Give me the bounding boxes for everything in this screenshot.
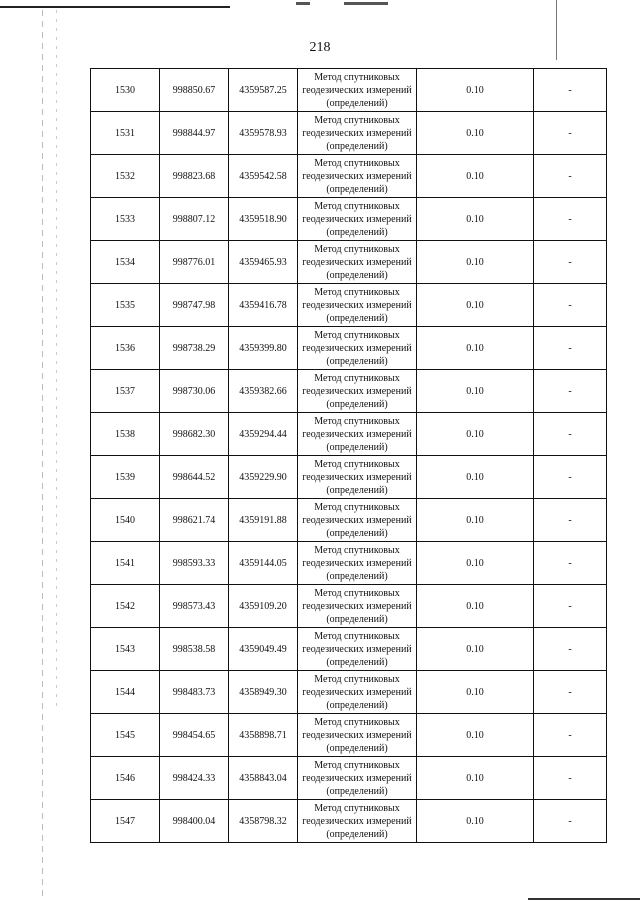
table-row xyxy=(91,327,607,370)
x-coordinate-cell: 998593.33 xyxy=(160,542,229,585)
method-cell xyxy=(298,155,417,198)
point-number-cell: 1530 xyxy=(91,69,160,112)
accuracy-cell: 0.10 xyxy=(417,499,534,542)
method-line: Метод спутниковых xyxy=(314,501,400,513)
accuracy-cell: 0.10 xyxy=(417,69,534,112)
method-line: Метод спутниковых xyxy=(314,157,400,169)
method-line: (определений) xyxy=(326,527,388,539)
y-coordinate-cell: 4359416.78 xyxy=(229,284,298,327)
table-row xyxy=(91,155,607,198)
scan-top-rule xyxy=(0,6,230,8)
accuracy-cell: 0.10 xyxy=(417,370,534,413)
method-line: Метод спутниковых xyxy=(314,458,400,470)
method-cell xyxy=(298,198,417,241)
table-row xyxy=(91,198,607,241)
note-cell: - xyxy=(534,69,607,112)
scan-artifact xyxy=(344,2,388,5)
point-number-cell: 1538 xyxy=(91,413,160,456)
y-coordinate-cell: 4359294.44 xyxy=(229,413,298,456)
point-number-cell: 1541 xyxy=(91,542,160,585)
point-number-cell: 1537 xyxy=(91,370,160,413)
method-line: (определений) xyxy=(326,398,388,410)
y-coordinate-cell: 4359542.58 xyxy=(229,155,298,198)
method-line: (определений) xyxy=(326,355,388,367)
method-line: геодезических измерений xyxy=(302,170,412,182)
method-cell xyxy=(298,241,417,284)
method-line: Метод спутниковых xyxy=(314,630,400,642)
y-coordinate-cell: 4359049.49 xyxy=(229,628,298,671)
method-cell xyxy=(298,671,417,714)
y-coordinate-cell: 4358898.71 xyxy=(229,714,298,757)
accuracy-cell: 0.10 xyxy=(417,671,534,714)
method-line: Метод спутниковых xyxy=(314,243,400,255)
scan-left-margin-rule xyxy=(56,10,57,710)
y-coordinate-cell: 4358798.32 xyxy=(229,800,298,843)
method-cell xyxy=(298,327,417,370)
method-cell xyxy=(298,284,417,327)
table-row xyxy=(91,413,607,456)
y-coordinate-cell: 4359518.90 xyxy=(229,198,298,241)
method-line: геодезических измерений xyxy=(302,428,412,440)
x-coordinate-cell: 998730.06 xyxy=(160,370,229,413)
point-number-cell: 1545 xyxy=(91,714,160,757)
method-cell xyxy=(298,757,417,800)
method-line: Метод спутниковых xyxy=(314,114,400,126)
note-cell: - xyxy=(534,542,607,585)
method-cell xyxy=(298,800,417,843)
method-line: Метод спутниковых xyxy=(314,673,400,685)
method-line: геодезических измерений xyxy=(302,600,412,612)
x-coordinate-cell: 998823.68 xyxy=(160,155,229,198)
x-coordinate-cell: 998738.29 xyxy=(160,327,229,370)
note-cell: - xyxy=(534,585,607,628)
point-number-cell: 1533 xyxy=(91,198,160,241)
accuracy-cell: 0.10 xyxy=(417,327,534,370)
note-cell: - xyxy=(534,327,607,370)
point-number-cell: 1534 xyxy=(91,241,160,284)
method-line: Метод спутниковых xyxy=(314,802,400,814)
method-cell xyxy=(298,499,417,542)
method-cell xyxy=(298,413,417,456)
method-line: Метод спутниковых xyxy=(314,759,400,771)
method-cell xyxy=(298,714,417,757)
accuracy-cell: 0.10 xyxy=(417,413,534,456)
method-cell xyxy=(298,69,417,112)
note-cell: - xyxy=(534,241,607,284)
method-line: геодезических измерений xyxy=(302,385,412,397)
table-row xyxy=(91,241,607,284)
method-line: Метод спутниковых xyxy=(314,329,400,341)
point-number-cell: 1543 xyxy=(91,628,160,671)
method-line: Метод спутниковых xyxy=(314,71,400,83)
method-line: геодезических измерений xyxy=(302,342,412,354)
method-line: (определений) xyxy=(326,742,388,754)
method-line: геодезических измерений xyxy=(302,299,412,311)
x-coordinate-cell: 998454.65 xyxy=(160,714,229,757)
x-coordinate-cell: 998573.43 xyxy=(160,585,229,628)
method-line: (определений) xyxy=(326,828,388,840)
table-row xyxy=(91,628,607,671)
x-coordinate-cell: 998850.67 xyxy=(160,69,229,112)
point-number-cell: 1542 xyxy=(91,585,160,628)
method-line: Метод спутниковых xyxy=(314,544,400,556)
note-cell: - xyxy=(534,671,607,714)
accuracy-cell: 0.10 xyxy=(417,112,534,155)
y-coordinate-cell: 4359144.05 xyxy=(229,542,298,585)
point-number-cell: 1535 xyxy=(91,284,160,327)
y-coordinate-cell: 4359229.90 xyxy=(229,456,298,499)
accuracy-cell: 0.10 xyxy=(417,241,534,284)
scan-artifact xyxy=(296,2,310,5)
coordinates-table xyxy=(90,68,607,843)
point-number-cell: 1532 xyxy=(91,155,160,198)
method-cell xyxy=(298,370,417,413)
point-number-cell: 1544 xyxy=(91,671,160,714)
accuracy-cell: 0.10 xyxy=(417,714,534,757)
method-line: (определений) xyxy=(326,269,388,281)
table-row xyxy=(91,284,607,327)
method-line: (определений) xyxy=(326,570,388,582)
table-row xyxy=(91,69,607,112)
method-line: Метод спутниковых xyxy=(314,415,400,427)
x-coordinate-cell: 998483.73 xyxy=(160,671,229,714)
table-row xyxy=(91,112,607,155)
accuracy-cell: 0.10 xyxy=(417,585,534,628)
method-line: геодезических измерений xyxy=(302,127,412,139)
table-row xyxy=(91,456,607,499)
y-coordinate-cell: 4359191.88 xyxy=(229,499,298,542)
y-coordinate-cell: 4359399.80 xyxy=(229,327,298,370)
method-line: (определений) xyxy=(326,140,388,152)
accuracy-cell: 0.10 xyxy=(417,155,534,198)
table-row xyxy=(91,542,607,585)
point-number-cell: 1547 xyxy=(91,800,160,843)
table-row xyxy=(91,671,607,714)
note-cell: - xyxy=(534,370,607,413)
y-coordinate-cell: 4359578.93 xyxy=(229,112,298,155)
method-line: (определений) xyxy=(326,441,388,453)
x-coordinate-cell: 998747.98 xyxy=(160,284,229,327)
point-number-cell: 1531 xyxy=(91,112,160,155)
method-line: геодезических измерений xyxy=(302,213,412,225)
accuracy-cell: 0.10 xyxy=(417,628,534,671)
page-number: 218 xyxy=(309,40,331,55)
method-line: (определений) xyxy=(326,312,388,324)
note-cell: - xyxy=(534,413,607,456)
method-line: геодезических измерений xyxy=(302,729,412,741)
method-line: геодезических измерений xyxy=(302,514,412,526)
point-number-cell: 1536 xyxy=(91,327,160,370)
method-line: Метод спутниковых xyxy=(314,716,400,728)
method-line: Метод спутниковых xyxy=(314,587,400,599)
table-row xyxy=(91,585,607,628)
x-coordinate-cell: 998538.58 xyxy=(160,628,229,671)
accuracy-cell: 0.10 xyxy=(417,800,534,843)
method-line: (определений) xyxy=(326,699,388,711)
note-cell: - xyxy=(534,800,607,843)
method-line: геодезических измерений xyxy=(302,643,412,655)
method-line: (определений) xyxy=(326,484,388,496)
method-line: (определений) xyxy=(326,183,388,195)
accuracy-cell: 0.10 xyxy=(417,757,534,800)
table-row xyxy=(91,757,607,800)
y-coordinate-cell: 4359382.66 xyxy=(229,370,298,413)
y-coordinate-cell: 4358843.04 xyxy=(229,757,298,800)
method-line: Метод спутниковых xyxy=(314,200,400,212)
x-coordinate-cell: 998844.97 xyxy=(160,112,229,155)
note-cell: - xyxy=(534,198,607,241)
coordinates-table-body xyxy=(91,69,607,843)
method-line: (определений) xyxy=(326,613,388,625)
table-row xyxy=(91,800,607,843)
y-coordinate-cell: 4359465.93 xyxy=(229,241,298,284)
method-cell xyxy=(298,456,417,499)
note-cell: - xyxy=(534,714,607,757)
method-cell xyxy=(298,628,417,671)
method-line: Метод спутниковых xyxy=(314,286,400,298)
method-line: (определений) xyxy=(326,656,388,668)
method-line: геодезических измерений xyxy=(302,256,412,268)
method-cell xyxy=(298,112,417,155)
x-coordinate-cell: 998400.04 xyxy=(160,800,229,843)
accuracy-cell: 0.10 xyxy=(417,284,534,327)
note-cell: - xyxy=(534,499,607,542)
method-line: (определений) xyxy=(326,226,388,238)
x-coordinate-cell: 998644.52 xyxy=(160,456,229,499)
table-row xyxy=(91,714,607,757)
x-coordinate-cell: 998682.30 xyxy=(160,413,229,456)
note-cell: - xyxy=(534,757,607,800)
y-coordinate-cell: 4359587.25 xyxy=(229,69,298,112)
note-cell: - xyxy=(534,628,607,671)
scan-left-margin-rule xyxy=(42,10,43,900)
method-line: геодезических измерений xyxy=(302,772,412,784)
note-cell: - xyxy=(534,112,607,155)
note-cell: - xyxy=(534,155,607,198)
table-row xyxy=(91,370,607,413)
accuracy-cell: 0.10 xyxy=(417,542,534,585)
method-cell xyxy=(298,585,417,628)
y-coordinate-cell: 4359109.20 xyxy=(229,585,298,628)
method-line: геодезических измерений xyxy=(302,557,412,569)
method-line: геодезических измерений xyxy=(302,84,412,96)
note-cell: - xyxy=(534,456,607,499)
method-line: геодезических измерений xyxy=(302,815,412,827)
method-line: геодезических измерений xyxy=(302,471,412,483)
method-line: (определений) xyxy=(326,785,388,797)
method-line: Метод спутниковых xyxy=(314,372,400,384)
method-cell xyxy=(298,542,417,585)
accuracy-cell: 0.10 xyxy=(417,198,534,241)
note-cell: - xyxy=(534,284,607,327)
x-coordinate-cell: 998776.01 xyxy=(160,241,229,284)
x-coordinate-cell: 998621.74 xyxy=(160,499,229,542)
x-coordinate-cell: 998424.33 xyxy=(160,757,229,800)
y-coordinate-cell: 4358949.30 xyxy=(229,671,298,714)
point-number-cell: 1546 xyxy=(91,757,160,800)
table-row xyxy=(91,499,607,542)
accuracy-cell: 0.10 xyxy=(417,456,534,499)
scan-bottom-rule xyxy=(528,898,640,900)
point-number-cell: 1540 xyxy=(91,499,160,542)
x-coordinate-cell: 998807.12 xyxy=(160,198,229,241)
point-number-cell: 1539 xyxy=(91,456,160,499)
method-line: (определений) xyxy=(326,97,388,109)
method-line: геодезических измерений xyxy=(302,686,412,698)
